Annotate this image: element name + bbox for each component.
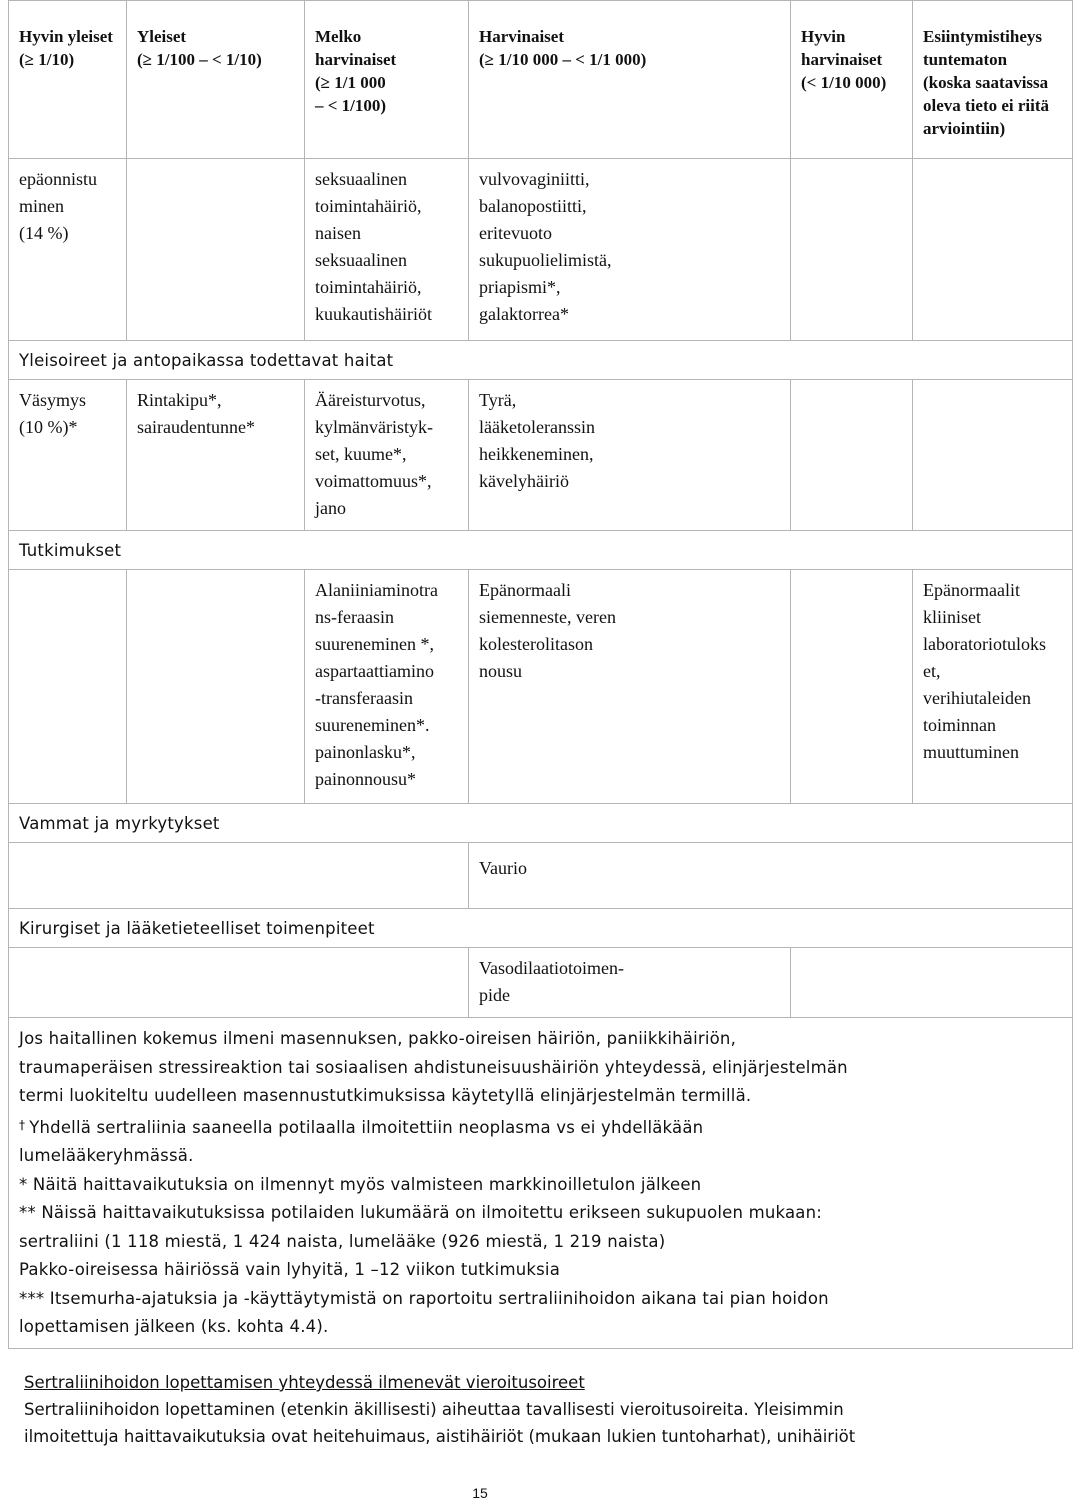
cell-investigations-common xyxy=(127,570,305,804)
footnote-dagger: † Yhdellä sertraliinia saaneella potilaalla ilmoitettiin neoplasma vs ei yhdelläkään xyxy=(19,1117,704,1137)
cell-investigations-uncommon: Alaniiniaminotra ns-feraasin suureneminen *, aspartaattiamino -transferaasin suureneminen*. painonlasku*, painonnousu* xyxy=(305,570,469,804)
table-row xyxy=(9,159,1073,341)
cell-surgical-rare: Vasodilaatiotoimen- pide xyxy=(469,948,791,1018)
footnote-line: ** Näissä haittavaikutuksissa potilaiden lukumäärä on ilmoitettu erikseen sukupuolen mukaan: xyxy=(19,1203,823,1222)
cell-surgical-empty xyxy=(9,948,469,1018)
cell-surgical-empty-right xyxy=(791,948,1073,1018)
cell-investigations-very-common xyxy=(9,570,127,804)
footnote-line: *** Itsemurha-ajatuksia ja -käyttäytymistä on raportoitu sertraliinihoidon aikana tai pian hoidon xyxy=(19,1288,829,1308)
cell-reproductive-common xyxy=(127,159,305,341)
table-footnotes xyxy=(9,1018,1073,1349)
header-uncommon: Melko harvinaiset (≥ 1/1 000 – < 1/100) xyxy=(305,1,469,159)
section-general-disorders: Yleisoireet ja antopaikassa todettavat haitat xyxy=(9,341,1073,380)
cell-general-unknown xyxy=(913,380,1073,531)
withdrawal-section xyxy=(24,1369,944,1450)
header-common: Yleiset (≥ 1/100 – < 1/10) xyxy=(127,1,305,159)
cell-reproductive-rare: vulvovaginiitti, balanopostiitti, eritevuoto sukupuolielimistä, priapismi*, galaktorrea* xyxy=(469,159,791,341)
footnote-line: lumelääkeryhmässä. xyxy=(19,1146,194,1165)
cell-injury-rare: Vaurio xyxy=(469,843,1073,909)
footnote-line: lopettamisen jälkeen (ks. kohta 4.4). xyxy=(19,1317,329,1336)
section-investigations: Tutkimukset xyxy=(9,531,1073,570)
header-frequency-unknown: Esiintymistiheys tuntematon (koska saatavissa oleva tieto ei riitä arviointiin) xyxy=(913,1,1073,159)
header-very-common: Hyvin yleiset (≥ 1/10) xyxy=(9,1,127,159)
section-injury: Vammat ja myrkytykset xyxy=(9,804,1073,843)
cell-reproductive-uncommon: seksuaalinen toimintahäiriö, naisen seksuaalinen toimintahäiriö, kuukautishäiriöt xyxy=(305,159,469,341)
cell-general-common: Rintakipu*, sairaudentunne* xyxy=(127,380,305,531)
footnotes-row xyxy=(9,1018,1073,1349)
cell-investigations-very-rare xyxy=(791,570,913,804)
section-surgical: Kirurgiset ja lääketieteelliset toimenpiteet xyxy=(9,909,1073,948)
cell-general-rare: Tyrä, lääketoleranssin heikkeneminen, kävelyhäiriö xyxy=(469,380,791,531)
footnote-line: Jos haitallinen kokemus ilmeni masennuksen, pakko-oireisen häiriön, paniikkihäiriön, xyxy=(19,1029,737,1048)
footnote-line: * Näitä haittavaikutuksia on ilmennyt myös valmisteen markkinoilletulon jälkeen xyxy=(19,1174,702,1194)
table-row xyxy=(9,843,1073,909)
footnote-line: Pakko-oireisessa häiriössä vain lyhyitä, 1 –12 viikon tutkimuksia xyxy=(19,1260,561,1279)
section-heading: Sertraliinihoidon lopettamisen yhteydessä ilmenevät vieroitusoireet xyxy=(24,1373,585,1392)
footnote-line: sertraliini (1 118 miestä, 1 424 naista, lumelääke (926 miestä, 1 219 naista) xyxy=(19,1231,666,1251)
table-row xyxy=(9,948,1073,1018)
cell-investigations-unknown: Epänormaalit kliiniset laboratoriotuloks et, verihiutaleiden toiminnan muuttuminen xyxy=(913,570,1073,804)
section-row xyxy=(9,909,1073,948)
table-row xyxy=(9,380,1073,531)
page-number: 15 xyxy=(472,1485,488,1501)
footnote-line: traumaperäisen stressireaktion tai sosiaalisen ahdistuneisuushäiriön yhteydessä, elinjärjestelmän xyxy=(19,1057,848,1077)
cell-general-very-common: Väsymys (10 %)* xyxy=(9,380,127,531)
cell-reproductive-very-rare xyxy=(791,159,913,341)
header-very-rare: Hyvin harvinaiset (< 1/10 000) xyxy=(791,1,913,159)
cell-investigations-rare: Epänormaali siemenneste, veren kolesterolitason nousu xyxy=(469,570,791,804)
body-line: Sertraliinihoidon lopettaminen (etenkin äkillisesti) aiheuttaa tavallisesti vieroitusoireita. Yleisimmin xyxy=(24,1400,844,1419)
frequency-header-row xyxy=(9,1,1073,159)
dagger-symbol: † xyxy=(19,1117,26,1132)
cell-injury-empty xyxy=(9,843,469,909)
body-line: ilmoitettuja haittavaikutuksia ovat heitehuimaus, aistihäiriöt (mukaan lukien tuntoharhat), unihäiriöt xyxy=(24,1427,856,1446)
section-row xyxy=(9,531,1073,570)
adverse-effects-table xyxy=(8,0,1073,1349)
table-row xyxy=(9,570,1073,804)
header-rare: Harvinaiset (≥ 1/10 000 – < 1/1 000) xyxy=(469,1,791,159)
cell-general-uncommon: Ääreisturvotus, kylmänväristyk- set, kuume*, voimattomuus*, jano xyxy=(305,380,469,531)
section-row xyxy=(9,804,1073,843)
cell-reproductive-very-common: epäonnistu minen (14 %) xyxy=(9,159,127,341)
cell-reproductive-unknown xyxy=(913,159,1073,341)
footnote-line: termi luokiteltu uudelleen masennustutkimuksissa käytetyllä elinjärjestelmän termillä. xyxy=(19,1086,752,1105)
cell-general-very-rare xyxy=(791,380,913,531)
section-row xyxy=(9,341,1073,380)
